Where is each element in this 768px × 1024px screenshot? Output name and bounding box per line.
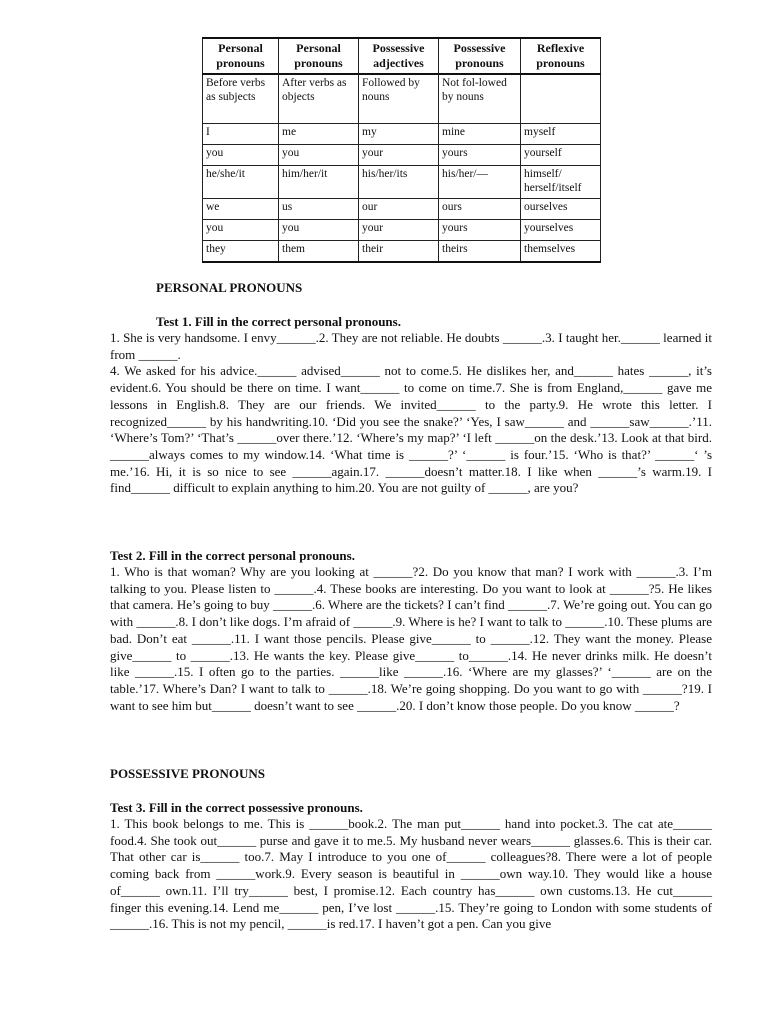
table-cell: mine — [439, 124, 521, 145]
table-cell: them — [279, 241, 359, 263]
test2-title: Test 2. Fill in the correct personal pronouns. — [110, 548, 355, 563]
table-cell: you — [279, 220, 359, 241]
table-cell: your — [359, 145, 439, 166]
test1-title: Test 1. Fill in the correct personal pronouns. — [156, 314, 401, 329]
subheader-cell: Followed by nouns — [359, 74, 439, 124]
pronoun-table — [202, 37, 601, 263]
header-possessive-pronouns: Possessive pronouns — [439, 38, 521, 74]
table-row — [203, 166, 601, 199]
subheader-cell: Not fol-lowed by nouns — [439, 74, 521, 124]
table-cell: him/her/it — [279, 166, 359, 199]
subheader-cell — [521, 74, 601, 124]
table-cell: myself — [521, 124, 601, 145]
table-row — [203, 145, 601, 166]
header-possessive-adjectives: Possessive adjectives — [359, 38, 439, 74]
table-cell: yourself — [521, 145, 601, 166]
table-cell: me — [279, 124, 359, 145]
table-cell: himself/ herself/itself — [521, 166, 601, 199]
section-title-possessive-pronouns: POSSESSIVE PRONOUNS — [110, 766, 265, 781]
table-cell: ours — [439, 199, 521, 220]
table-cell: I — [203, 124, 279, 145]
header-personal-subject: Personal pronouns — [203, 38, 279, 74]
table-cell: themselves — [521, 241, 601, 263]
test1-text: 1. She is very handsome. I envy______.2. They are not reliable. He doubts ______.3. I taught her.______ learned it from ______. 4. We asked for his advice.______ advised______ not to come.5. He dislikes her, and______ hates ______, it’s evident.6. You should be there on time. I want______ to come on time.7. She is from England,______ gave me lessons in English.8. They are our friends. We invited______ to the party.9. He wrote this letter. I recognized______ by his handwriting.10. ‘Did you see the snake?’ ‘Yes, I saw______ and ______saw______.’11. ‘Where’s Tom?’ ‘That’s ______over there.’12. ‘Where’s my map?’ ‘I left ______on the desk.’13. Look at that bird. ______always comes to my window.14. ‘What time is ______?’ ‘______ is four.’15. ‘Who is that?’ ______‘ ’s me.’16. Hi, it is so nice to see ______again.17. ______doesn’t matter.18. I like when ______’s warm.19. I find______ difficult to explain anything to him.20. You are not guilty of ______, are you? — [110, 330, 712, 496]
table-subheader-row — [203, 74, 601, 124]
test3-title: Test 3. Fill in the correct possessive pronouns. — [110, 800, 363, 815]
table-cell: ourselves — [521, 199, 601, 220]
header-personal-object: Personal pronouns — [279, 38, 359, 74]
table-row — [203, 241, 601, 263]
table-cell: yours — [439, 145, 521, 166]
table-cell: you — [279, 145, 359, 166]
subheader-cell: After verbs as objects — [279, 74, 359, 124]
table-cell: yours — [439, 220, 521, 241]
subheader-cell: Before verbs as subjects — [203, 74, 279, 124]
table-cell: yourselves — [521, 220, 601, 241]
table-cell: your — [359, 220, 439, 241]
table-cell: their — [359, 241, 439, 263]
table-cell: his/her/— — [439, 166, 521, 199]
table-cell: we — [203, 199, 279, 220]
table-row — [203, 199, 601, 220]
table-header-row — [203, 38, 601, 74]
table-row — [203, 124, 601, 145]
table-cell: you — [203, 220, 279, 241]
section-title-personal-pronouns: PERSONAL PRONOUNS — [156, 280, 303, 295]
table-cell: my — [359, 124, 439, 145]
test2-text: 1. Who is that woman? Why are you looking at ______?2. Do you know that man? I work with ______.3. I’m talking to you. Please listen to ______.4. These books are interesting. Do you want to look at ______?5. He likes that camera. He’s going to buy ______.6. Where are the tickets? I can’t find ______.7. We’re going out. You can go with ______.8. I don’t like dogs. I’m afraid of ______.9. Where is he? I want to talk to ______.10. These plums are bad. Don’t eat ______.11. I want those pencils. Please give______ to ______.12. They want the money. Please give______ to ______.13. He wants the key. Please give______ to______.14. He never drinks milk. He doesn’t like ______.15. I often go to the parties. ______like ______.16. ‘Where are my glasses?’ ‘______ are on the table.’17. Where’s Dan? I want to talk to ______.18. We’re going shopping. Do you want to go with ______?19. I want to see him but______ doesn’t want to see ______.20. I don’t know those people. Do you know ______? — [110, 564, 712, 713]
table-cell: they — [203, 241, 279, 263]
test3-text: 1. This book belongs to me. This is ______book.2. The man put______ hand into pocket.3. The cat ate______ food.4. She took out______ purse and gave it to me.5. My husband never wears______ glasses.6. This is their car. That other car is______ too.7. May I introduce to you one of______ colleagues?8. There were a lot of people coming back from ______work.9. Every season is beautiful in ______own way.10. They would like a house of______ own.11. I’ll try______ best, I promise.12. Each country has______ own customs.13. He cut______ finger this evening.14. Lend me______ pen, I’ve lost ______.15. They’re going to London with some students of ______.16. This is not my pencil, ______is red.17. I haven’t got a pen. Can you give — [110, 816, 712, 932]
table-cell: us — [279, 199, 359, 220]
table-cell: he/she/it — [203, 166, 279, 199]
table-cell: his/her/its — [359, 166, 439, 199]
table-cell: you — [203, 145, 279, 166]
table-row — [203, 220, 601, 241]
header-reflexive-pronouns: Reflexive pronouns — [521, 38, 601, 74]
table-cell: our — [359, 199, 439, 220]
table-cell: theirs — [439, 241, 521, 263]
